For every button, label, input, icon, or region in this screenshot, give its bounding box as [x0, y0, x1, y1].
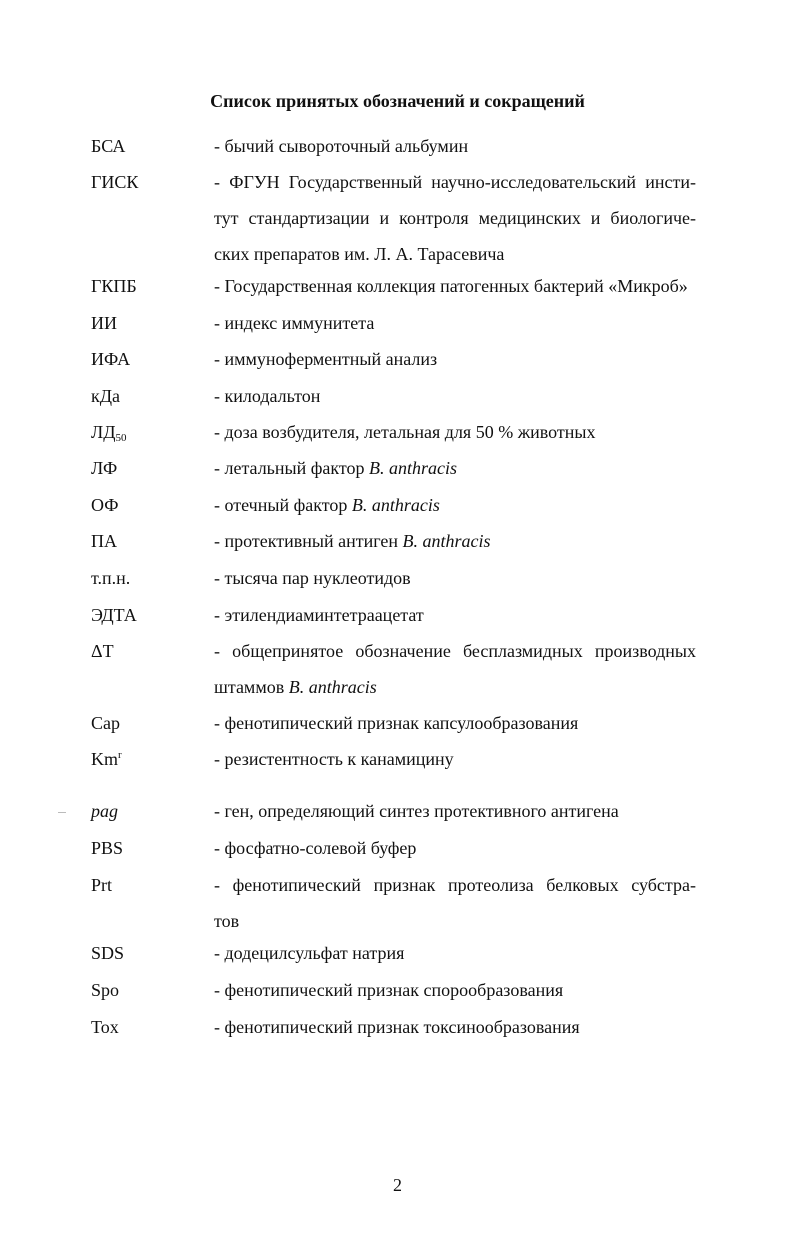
- abbreviation-text: ЛД: [91, 422, 116, 442]
- definition-line: [214, 903, 696, 939]
- definition-line: [214, 597, 696, 633]
- abbreviation-term: [91, 793, 118, 829]
- abbreviation-definition: [214, 487, 696, 523]
- abbreviation-definition: [214, 867, 696, 939]
- abbreviation-definition: [214, 793, 696, 829]
- definition-text: - фенотипический признак протеолиза белковых субстра-: [214, 875, 696, 895]
- definition-text: ских препаратов им. Л. А. Тарасевича: [214, 244, 505, 264]
- definition-line: [214, 487, 696, 523]
- definition-line: [214, 523, 696, 559]
- abbreviation-text: ГИСК: [91, 172, 139, 192]
- abbreviation-text: ЛФ: [91, 458, 118, 478]
- definition-line: [214, 935, 696, 971]
- abbreviation-term: [91, 935, 124, 971]
- definition-text: - фенотипический признак токсинообразования: [214, 1017, 580, 1037]
- abbreviation-term: [91, 305, 117, 341]
- abbreviation-subscript: 50: [115, 432, 127, 444]
- abbreviation-term: [91, 268, 137, 304]
- definition-text: - ген, определяющий синтез протективного антигена: [214, 801, 619, 821]
- abbreviation-definition: [214, 164, 696, 272]
- definition-text: - ФГУН Государственный научно-исследовательский инсти-: [214, 172, 696, 192]
- definition-line: [214, 305, 696, 341]
- abbreviation-text: Tox: [91, 1017, 119, 1037]
- abbreviation-text: ΔТ: [91, 641, 114, 661]
- abbreviation-term: [91, 705, 120, 741]
- definition-text: - резистентность к канамицину: [214, 749, 454, 769]
- definition-text: - додецилсульфат натрия: [214, 943, 405, 963]
- abbreviation-text: ЭДТА: [91, 605, 137, 625]
- definition-text: - бычий сывороточный альбумин: [214, 136, 469, 156]
- page-number: 2: [393, 1175, 402, 1195]
- abbreviation-definition: [214, 378, 696, 414]
- abbreviation-definition: [214, 414, 696, 450]
- definition-line: [214, 236, 696, 272]
- abbreviation-text: кДа: [91, 386, 121, 406]
- abbreviation-definition: [214, 741, 696, 777]
- definition-text: - фосфатно-солевой буфер: [214, 838, 417, 858]
- definition-text: штаммов: [214, 677, 289, 697]
- definition-text: тут стандартизации и контроля медицинских и биологиче-: [214, 208, 696, 228]
- definition-text: - Государственная коллекция патогенных бактерий «Микроб»: [214, 276, 688, 296]
- definition-text: - тысяча пар нуклеотидов: [214, 568, 411, 588]
- abbreviation-definition: [214, 972, 696, 1008]
- abbreviation-term: [91, 487, 118, 523]
- abbreviation-term: [91, 633, 114, 669]
- definition-text: - индекс иммунитета: [214, 313, 375, 333]
- abbreviation-term: [91, 867, 112, 903]
- abbreviation-text: ИФА: [91, 349, 131, 369]
- abbreviation-term: [91, 523, 117, 559]
- abbreviation-text: ИИ: [91, 313, 117, 333]
- abbreviation-text: PBS: [91, 838, 124, 858]
- definition-text: - фенотипический признак спорообразования: [214, 980, 564, 1000]
- abbreviation-term: [91, 341, 130, 377]
- abbreviation-definition: [214, 128, 696, 164]
- abbreviation-definition: [214, 268, 696, 304]
- definition-line: [214, 450, 696, 486]
- abbreviation-text: ОФ: [91, 495, 119, 515]
- definition-line: [214, 793, 696, 829]
- abbreviation-term: [91, 1009, 119, 1045]
- definition-line: [214, 414, 696, 450]
- definition-text: - протективный антиген: [214, 531, 403, 551]
- definition-text: - иммуноферментный анализ: [214, 349, 438, 369]
- definition-text: - килодальтон: [214, 386, 321, 406]
- abbreviation-term: [91, 164, 138, 200]
- abbreviation-text: БСА: [91, 136, 126, 156]
- definition-text: - фенотипический признак капсулообразования: [214, 713, 579, 733]
- definition-line: [214, 705, 696, 741]
- abbreviation-term: [91, 560, 130, 596]
- definition-line: [214, 741, 696, 777]
- abbreviation-term: [91, 597, 137, 633]
- abbreviation-definition: [214, 523, 696, 559]
- abbreviation-term: [91, 741, 122, 777]
- species-name: B. anthracis: [351, 495, 440, 515]
- abbreviation-definition: [214, 705, 696, 741]
- abbreviation-text: ГКПБ: [91, 276, 137, 296]
- definition-line: [214, 669, 696, 705]
- abbreviation-definition: [214, 560, 696, 596]
- species-name: B. anthracis: [288, 677, 377, 697]
- abbreviation-text: Prt: [91, 875, 113, 895]
- definition-line: [214, 378, 696, 414]
- definition-line: [214, 560, 696, 596]
- abbreviation-term: [91, 830, 123, 866]
- definition-line: [214, 633, 696, 669]
- abbreviation-superscript: r: [118, 749, 122, 761]
- species-name: B. anthracis: [369, 458, 458, 478]
- definition-line: [214, 341, 696, 377]
- abbreviation-term: [91, 378, 120, 414]
- definition-line: [214, 972, 696, 1008]
- scan-artifact: [58, 812, 66, 813]
- abbreviation-text: Cap: [91, 713, 120, 733]
- definition-line: [214, 128, 696, 164]
- definition-line: [214, 268, 696, 304]
- abbreviation-text: Spo: [91, 980, 120, 1000]
- abbreviation-definition: [214, 1009, 696, 1045]
- page-title: Список принятых обозначений и сокращений: [210, 91, 585, 111]
- abbreviation-term: [91, 414, 127, 450]
- abbreviation-definition: [214, 305, 696, 341]
- abbreviation-term: [91, 128, 125, 164]
- abbreviation-definition: [214, 633, 696, 705]
- abbreviation-definition: [214, 597, 696, 633]
- abbreviation-text: SDS: [91, 943, 125, 963]
- definition-text: - этилендиаминтетраацетат: [214, 605, 424, 625]
- definition-text: - общепринятое обозначение бесплазмидных производных: [214, 641, 696, 661]
- abbreviation-definition: [214, 341, 696, 377]
- abbreviation-text: Km: [91, 749, 118, 769]
- abbreviation-term: [91, 972, 119, 1008]
- abbreviation-text: pag: [91, 801, 118, 821]
- abbreviation-text: т.п.н.: [91, 568, 131, 588]
- definition-text: тов: [214, 911, 240, 931]
- definition-text: - доза возбудителя, летальная для 50 % животных: [214, 422, 596, 442]
- definition-line: [214, 867, 696, 903]
- definition-text: - отечный фактор: [214, 495, 352, 515]
- definition-line: [214, 164, 696, 200]
- definition-line: [214, 200, 696, 236]
- definition-line: [214, 830, 696, 866]
- species-name: B. anthracis: [402, 531, 491, 551]
- definition-text: - летальный фактор: [214, 458, 370, 478]
- abbreviation-text: ПА: [91, 531, 117, 551]
- abbreviation-definition: [214, 830, 696, 866]
- abbreviation-definition: [214, 450, 696, 486]
- definition-line: [214, 1009, 696, 1045]
- abbreviation-definition: [214, 935, 696, 971]
- abbreviation-term: [91, 450, 117, 486]
